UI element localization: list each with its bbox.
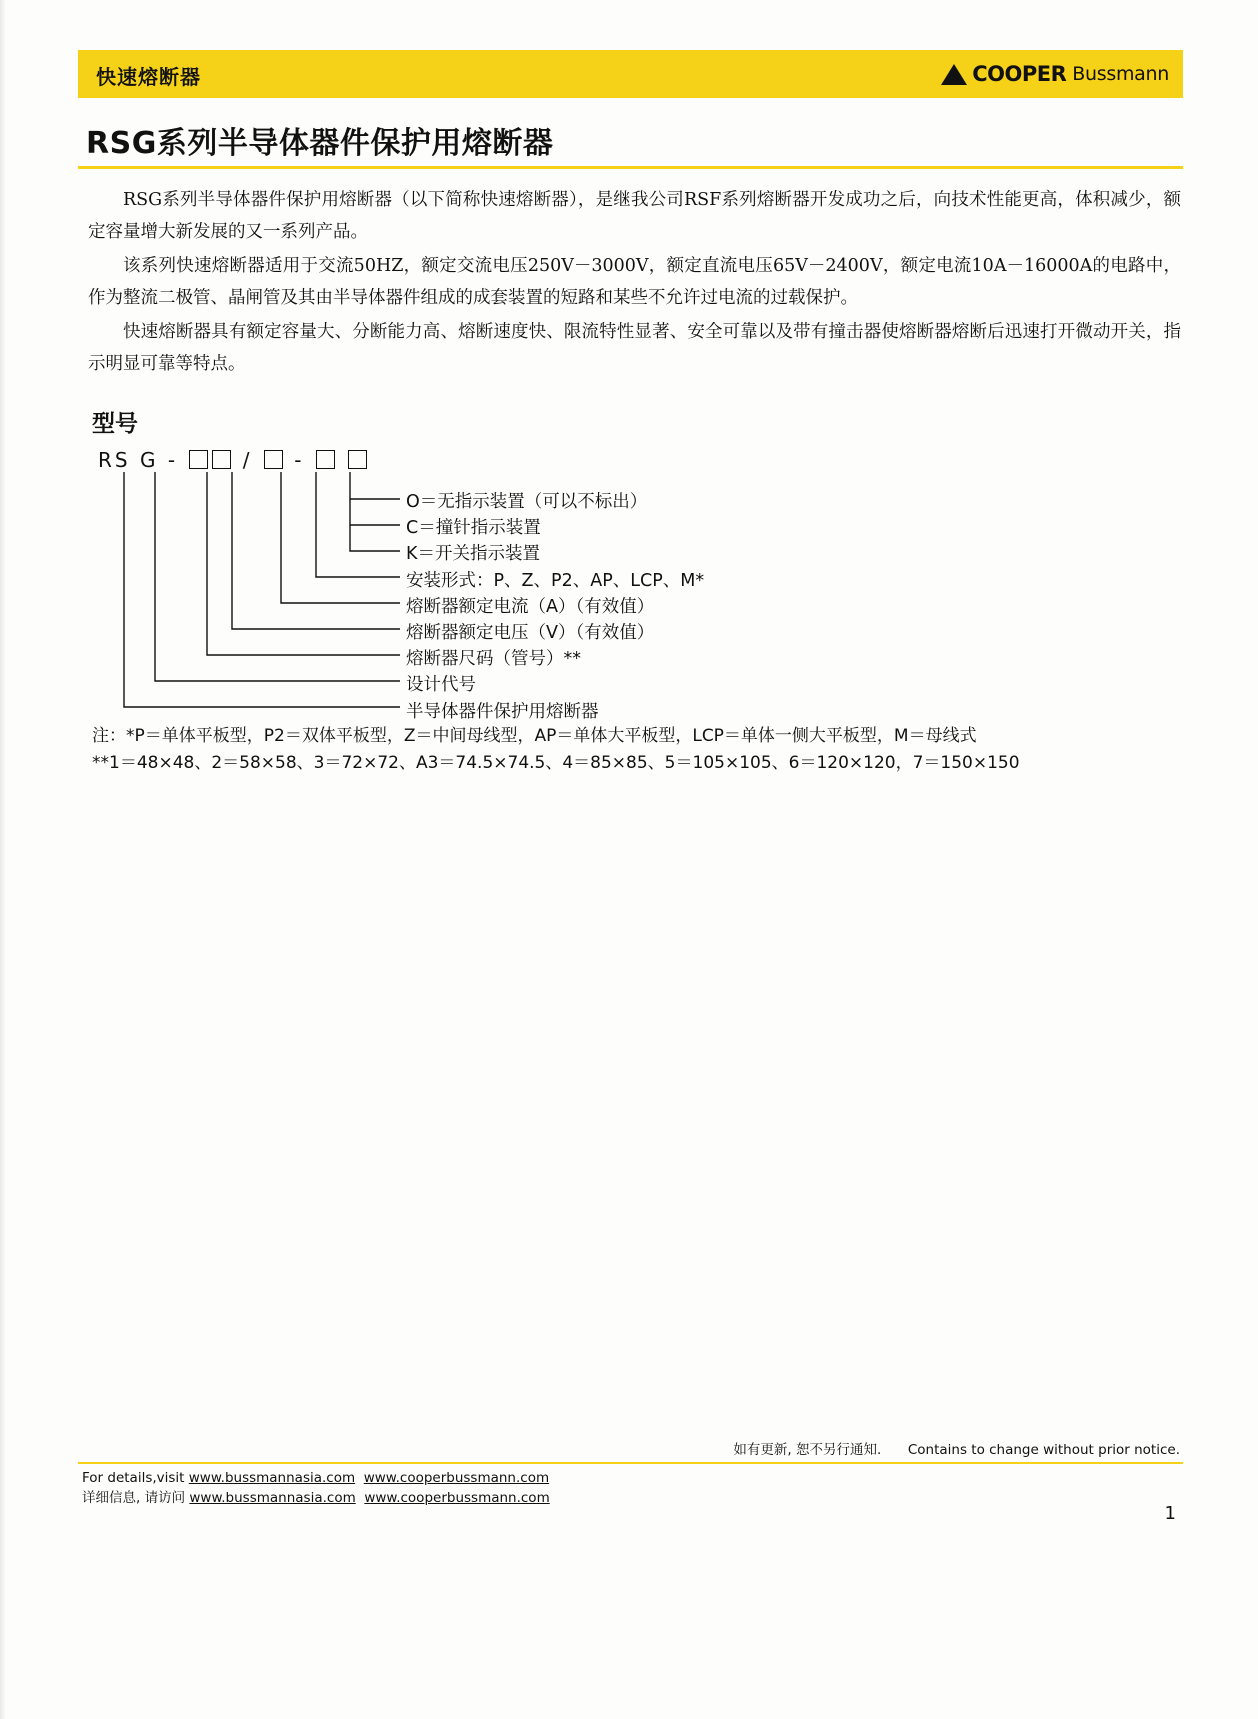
- model-code-box-1: [189, 450, 208, 469]
- model-code-box-3: [264, 450, 283, 469]
- footer-notice-cn: 如有更新, 恕不另行通知.: [733, 1442, 882, 1458]
- scan-edge: [0, 0, 6, 1719]
- cooper-triangle-icon: [941, 62, 967, 86]
- legend-item-4: 熔断器额定电流（A）（有效值）: [406, 596, 655, 617]
- model-notes: [92, 723, 1187, 777]
- model-code-space: [337, 448, 346, 472]
- footer-links-en: [82, 1468, 550, 1488]
- brand-logo: [941, 56, 1169, 92]
- header-bar: [78, 50, 1183, 98]
- legend-item-1: C＝撞针指示装置: [406, 518, 541, 539]
- page-title: RSG系列半导体器件保护用熔断器: [86, 126, 554, 161]
- model-code-line: [98, 448, 369, 472]
- footer-details-en-prefix: For details,visit: [82, 1470, 189, 1486]
- footer-details-cn-prefix: 详细信息, 请访问: [82, 1490, 190, 1506]
- legend-item-0: O＝无指示装置（可以不标出）: [406, 492, 648, 512]
- footer-notice-en: Contains to change without prior notice.: [907, 1442, 1180, 1458]
- brand-bussmann-label: Bussmann: [1072, 63, 1169, 85]
- footer-notice: [733, 1438, 1180, 1458]
- brand-cooper-label: COOPER: [972, 62, 1067, 86]
- model-code-dash-1: -: [167, 448, 188, 472]
- footer-link-cooperbussmann-en[interactable]: www.cooperbussmann.com: [363, 1470, 550, 1486]
- model-code-prefix: RS G: [98, 448, 159, 472]
- footer-link-bussmannasia-cn[interactable]: www.bussmannasia.com: [189, 1490, 356, 1506]
- model-code-box-5: [348, 450, 367, 469]
- footer-divider: [78, 1462, 1183, 1464]
- model-legend-labels: [406, 489, 704, 725]
- legend-item-6: 熔断器尺码（管号）**: [406, 649, 581, 670]
- legend-item-7: 设计代号: [406, 675, 476, 696]
- paragraph-3: 快速熔断器具有额定容量大、分断能力高、熔断速度快、限流特性显著、安全可靠以及带有撞击器使熔断器熔断后迅速打开微动开关，指示明显可靠等特点。: [88, 322, 1181, 374]
- legend-item-5: 熔断器额定电压（V）（有效值）: [406, 622, 655, 643]
- header-title: 快速熔断器: [96, 65, 201, 89]
- title-divider: [78, 166, 1183, 169]
- legend-item-3: 安装形式：P、Z、P2、AP、LCP、M*: [406, 570, 705, 591]
- legend-item-8: 半导体器件保护用熔断器: [406, 701, 599, 722]
- page-number: 1: [1164, 1503, 1176, 1524]
- model-section-heading: 型号: [92, 411, 138, 437]
- footer-link-bussmannasia-en[interactable]: www.bussmannasia.com: [188, 1470, 356, 1486]
- intro-paragraphs: [88, 184, 1181, 382]
- model-code-box-4: [316, 450, 335, 469]
- footer-links-cn: [82, 1488, 550, 1508]
- legend-item-2: K＝开关指示装置: [406, 544, 540, 565]
- note-line-2: **1＝48×48、2＝58×58、3＝72×72、A3＝74.5×74.5、4＝85×85、5＝105×105、6＝120×120，7＝150×150: [92, 753, 1020, 773]
- paragraph-2: 该系列快速熔断器适用于交流50HZ，额定交流电压250V－3000V，额定直流电压65V－2400V，额定电流10A－16000A的电路中，作为整流二极管、晶闸管及其由半导体器件组成的成套装置的短路和某些不允许过电流的过载保护。: [88, 256, 1181, 308]
- paragraph-1: RSG系列半导体器件保护用熔断器（以下简称快速熔断器），是继我公司RSF系列熔断器开发成功之后，向技术性能更高，体积减少，额定容量增大新发展的又一系列产品。: [88, 190, 1181, 242]
- model-code-slash: /: [233, 448, 262, 472]
- model-code-box-2: [212, 450, 231, 469]
- model-code-dash-2: -: [284, 448, 314, 472]
- note-line-1: 注：*P＝单体平板型，P2＝双体平板型，Z＝中间母线型，AP＝单体大平板型，LCP＝单体一侧大平板型，M＝母线式: [92, 726, 977, 746]
- footer-link-cooperbussmann-cn[interactable]: www.cooperbussmann.com: [364, 1490, 550, 1506]
- footer-links: [82, 1468, 550, 1508]
